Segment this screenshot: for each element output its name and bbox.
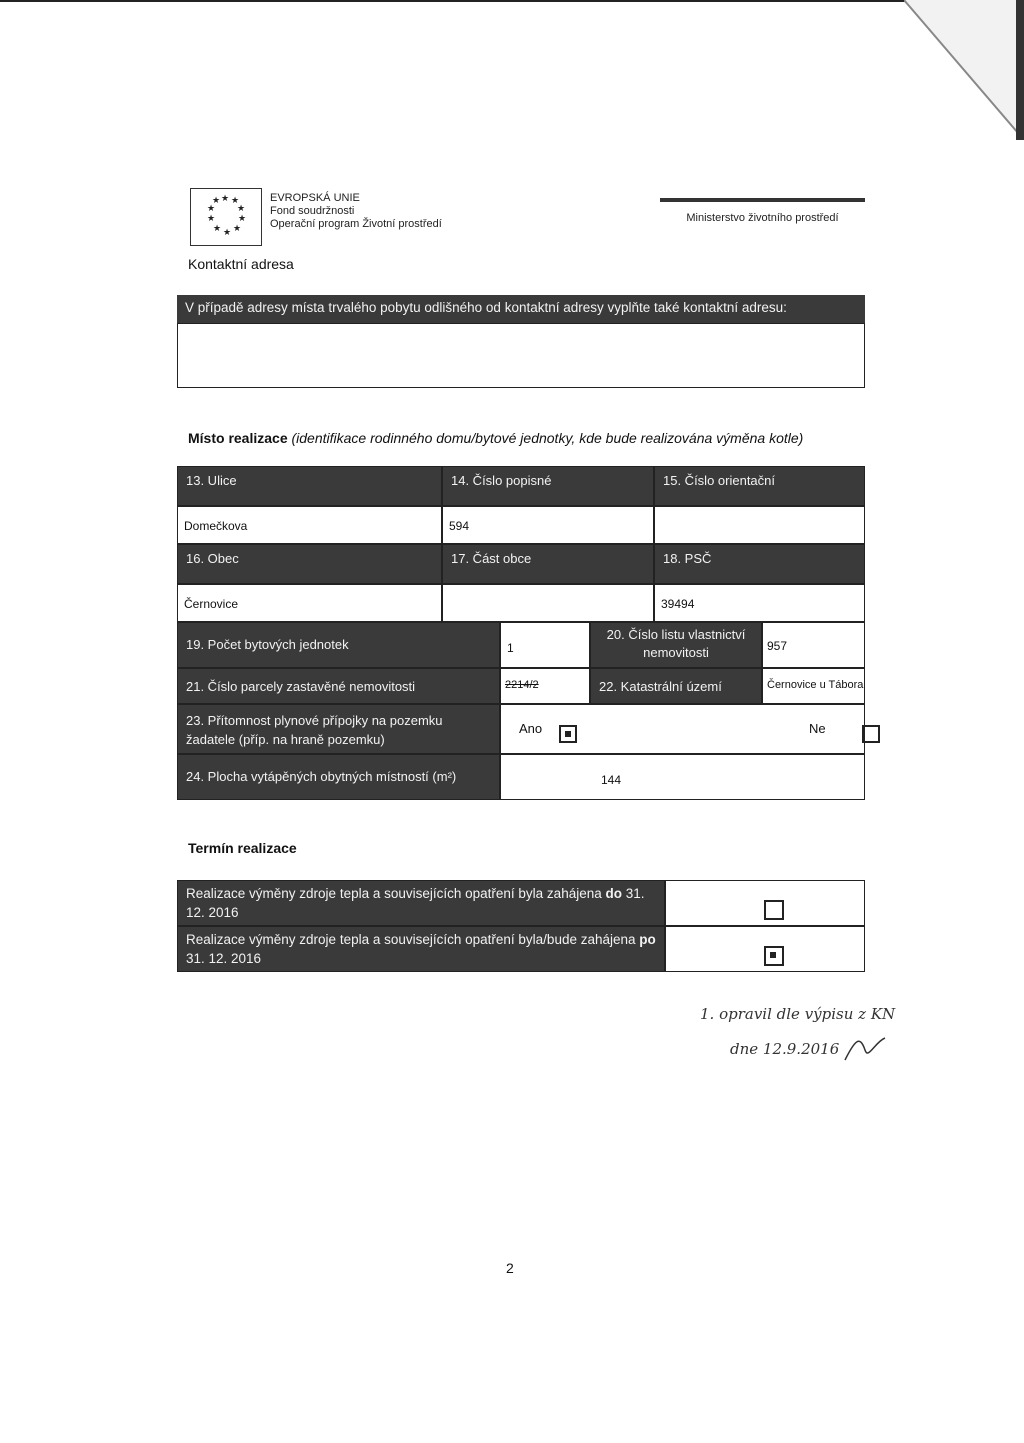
no-label: Ne [809, 721, 826, 736]
f19-label: 19. Počet bytových jednotek [177, 622, 500, 668]
eu-line: Operační program Životní prostředí [270, 218, 442, 230]
f17-municipality-part-field[interactable] [442, 584, 654, 622]
opt2-bold: po [639, 932, 656, 947]
location-title-bold: Místo realizace [188, 430, 288, 446]
f14-house-number-field[interactable]: 594 [442, 506, 654, 544]
opt1-text: Realizace výměny zdroje tepla a souvisejících opatření byla zahájena [186, 886, 606, 901]
svg-text:★: ★ [221, 194, 230, 204]
folded-corner [904, 0, 1024, 140]
svg-text:★: ★ [207, 204, 216, 214]
svg-text:★: ★ [213, 224, 222, 234]
contact-address-field[interactable] [177, 323, 865, 388]
opt2-date: 31. 12. 2016 [186, 951, 262, 966]
ministry-name: Ministerstvo životního prostředí [686, 212, 839, 224]
opt2-text: Realizace výměny zdroje tepla a souvisejících opatření byla/bude zahájena [186, 932, 640, 947]
term-option-before [177, 880, 665, 926]
term-after-cell [665, 926, 865, 972]
page-number: 2 [506, 1260, 514, 1276]
eu-flag-logo [190, 188, 262, 246]
f13-label: 13. Ulice [177, 466, 442, 506]
f23-label: 23. Přítomnost plynové přípojky na pozemku žadatele (příp. na hraně pozemku) [177, 704, 500, 754]
yes-label: Ano [519, 721, 543, 736]
f16-municipality-field[interactable]: Černovice [177, 584, 442, 622]
location-title-italic: (identifikace rodinného domu/bytové jednotky, kde bude realizována výměna kotle) [291, 430, 804, 446]
svg-text:★: ★ [237, 204, 246, 214]
contact-title: Kontaktní adresa [188, 256, 294, 272]
f21-parcel-value: 2214/2 [505, 679, 539, 691]
f16-label: 16. Obec [177, 544, 442, 584]
term-before-checkbox[interactable] [764, 900, 784, 920]
svg-text:★: ★ [207, 214, 216, 224]
eu-line: EVROPSKÁ UNIE [270, 192, 360, 204]
f18-label: 18. PSČ [654, 544, 865, 584]
f17-label: 17. Část obce [442, 544, 654, 584]
f15-orientation-number-field[interactable] [654, 506, 865, 544]
svg-text:★: ★ [238, 214, 247, 224]
f24-label: 24. Plocha vytápěných obytných místností (m²) [177, 754, 500, 800]
f20-title-deed-field[interactable]: 957 [762, 622, 865, 668]
f20-label: 20. Číslo listu vlastnictví nemovitosti [590, 622, 762, 668]
handwritten-signature [840, 1030, 890, 1070]
svg-text:★: ★ [231, 196, 240, 206]
svg-text:★: ★ [223, 228, 232, 238]
term-title: Termín realizace [188, 840, 297, 856]
f14-label: 14. Číslo popisné [442, 466, 654, 506]
f21-label: 21. Číslo parcely zastavěné nemovitosti [177, 668, 500, 704]
f23-gas-connection-field [500, 704, 865, 754]
top-edge-line [0, 0, 1024, 2]
term-before-cell [665, 880, 865, 926]
f15-label: 15. Číslo orientační [654, 466, 865, 506]
ministry-logo [660, 198, 865, 224]
eu-text-block [270, 192, 442, 231]
handwritten-note-line2: dne 12.9.2016 [730, 1040, 840, 1058]
f19-units-field[interactable]: 1 [500, 622, 590, 668]
svg-text:★: ★ [212, 196, 221, 206]
eu-line: Fond soudržnosti [270, 205, 355, 217]
f22-cadastral-field[interactable]: Černovice u Tábora [762, 668, 865, 704]
ministry-bar [660, 198, 865, 202]
opt1-date: 31. 12. 2016 [186, 886, 645, 920]
term-after-checkbox[interactable] [764, 946, 784, 966]
handwritten-note-line1: 1. opravil dle výpisu z KN [700, 1005, 896, 1023]
svg-text:★: ★ [233, 224, 242, 234]
f24-heated-area-field[interactable]: 144 [500, 754, 865, 800]
term-option-after [177, 926, 665, 972]
location-title [188, 430, 803, 446]
yes-checkbox[interactable] [559, 725, 577, 743]
contact-banner: V případě adresy místa trvalého pobytu odlišného od kontaktní adresy vyplňte také kontaktní adresu: [177, 295, 865, 323]
opt1-bold: do [605, 886, 622, 901]
f18-postcode-field[interactable]: 39494 [654, 584, 865, 622]
f13-street-field[interactable]: Domečkova [177, 506, 442, 544]
f22-label: 22. Katastrální území [590, 668, 762, 704]
f21-parcel-field[interactable] [500, 668, 590, 704]
no-checkbox[interactable] [862, 725, 880, 743]
